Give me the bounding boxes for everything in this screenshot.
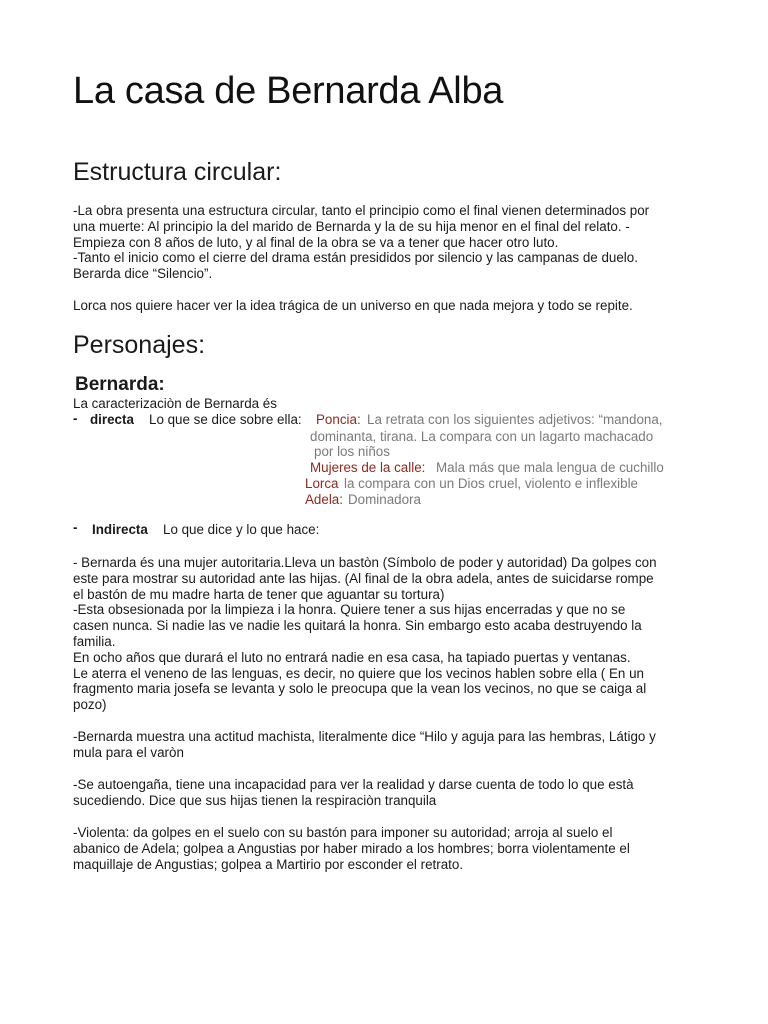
directa-label: directa (90, 412, 134, 427)
text-line: pozo) (73, 697, 107, 713)
text-line: -La obra presenta una estructura circular, tanto el principio como el final vienen determinados por (73, 203, 650, 218)
text-line: el bastón de mu madre harta de tener que aguantar su tortura) (73, 586, 445, 602)
bernarda-paragraph-3 (73, 777, 703, 809)
text-line: una muerte: Al principio la del marido de Bernarda y la de su hija menor en el final del relato. - (73, 218, 630, 234)
text-line: - Bernarda és una mujer autoritaria.Lleva un bastòn (Símbolo de poder y autoridad) Da golpes con (73, 555, 657, 570)
directa-lead: Lo que se dice sobre ella: (149, 412, 302, 427)
poncia-name: Poncia: (316, 412, 361, 427)
estructura-paragraph-1 (73, 203, 703, 282)
text-line: casen nunca. Si nadie las ve nadie les quitará la honra. Sin embargo esto acaba destruyendo la (73, 618, 642, 634)
lorca-text: la compara con un Dios cruel, violento e inflexible (344, 476, 639, 491)
text-line: sucediendo. Dice que sus hijas tienen la respiraciòn tranquila (73, 792, 437, 808)
poncia-text: por los niños (314, 444, 390, 459)
character-heading-bernarda: Bernarda: (75, 374, 165, 395)
text-line: abanico de Adela; golpea a Angustias por haber mirado a los hombres; borra violentamente el (73, 840, 630, 856)
document-title: La casa de Bernarda Alba (73, 70, 504, 112)
adela-text: Dominadora (348, 492, 421, 507)
text-line: -Tanto el inicio como el cierre del drama están presididos por silencio y las campanas de duelo. (73, 250, 638, 266)
text-line: fragmento maria josefa se levanta y solo le preocupa que la vean los vecinos, no que se caiga al (73, 681, 647, 697)
indirecta-label: Indirecta (92, 522, 148, 537)
text-line: familia. (73, 633, 116, 649)
text-line: Le aterra el veneno de las lenguas, es decir, no quiere que los vecinos hablen sobre ella ( En un (73, 665, 644, 681)
text-line: -Violenta: da golpes en el suelo con su bastón para imponer su autoridad; arroja al suelo el (73, 825, 613, 840)
bullet-dash: - (73, 411, 78, 426)
text-line: -Se autoengaña, tiene una incapacidad para ver la realidad y darse cuenta de todo lo que està (73, 777, 634, 792)
text-line: Empieza con 8 años de luto, y al final de la obra se va a tener que hacer otro luto. (73, 234, 559, 250)
poncia-text: dominanta, tirana. La compara con un lagarto machacado (310, 429, 654, 444)
estructura-paragraph-2 (73, 298, 703, 314)
text-line: este para mostrar su autoridad ante las hijas. (Al final de la obra adela, antes de suicidarse rompe (73, 570, 654, 586)
lorca-name: Lorca (305, 476, 339, 491)
bernarda-paragraph-4 (73, 825, 703, 872)
text-line: Berarda dice “Silencio”. (73, 266, 213, 282)
adela-name: Adela: (305, 492, 343, 507)
caracterizacion-intro: La caracterizaciòn de Bernarda és (73, 396, 277, 411)
bullet-dash: - (73, 520, 78, 535)
text-line: Lorca nos quiere hacer ver la idea trágica de un universo en que nada mejora y todo se repite. (73, 298, 633, 313)
text-line: -Esta obsesionada por la limpieza i la honra. Quiere tener a sus hijas encerradas y que no se (73, 602, 626, 618)
mujeres-name: Mujeres de la calle: (310, 460, 426, 475)
indirecta-lead: Lo que dice y lo que hace: (163, 522, 320, 537)
bernarda-paragraph-1 (73, 555, 703, 713)
text-line: maquillaje de Angustias; golpea a Martirio por esconder el retrato. (73, 856, 464, 872)
bernarda-paragraph-2 (73, 729, 703, 761)
section-heading-estructura: Estructura circular: (73, 158, 282, 186)
section-heading-personajes: Personajes: (73, 331, 206, 359)
text-line: mula para el varòn (73, 744, 184, 760)
text-line: En ocho años que durará el luto no entrará nadie en esa casa, ha tapiado puertas y ventanas. (73, 649, 631, 665)
poncia-text: La retrata con los siguientes adjetivos: “mandona, (367, 412, 663, 427)
text-line: -Bernarda muestra una actitud machista, literalmente dice “Hilo y aguja para las hembras, Látigo y (73, 729, 656, 744)
mujeres-text: Mala más que mala lengua de cuchillo (436, 460, 664, 475)
